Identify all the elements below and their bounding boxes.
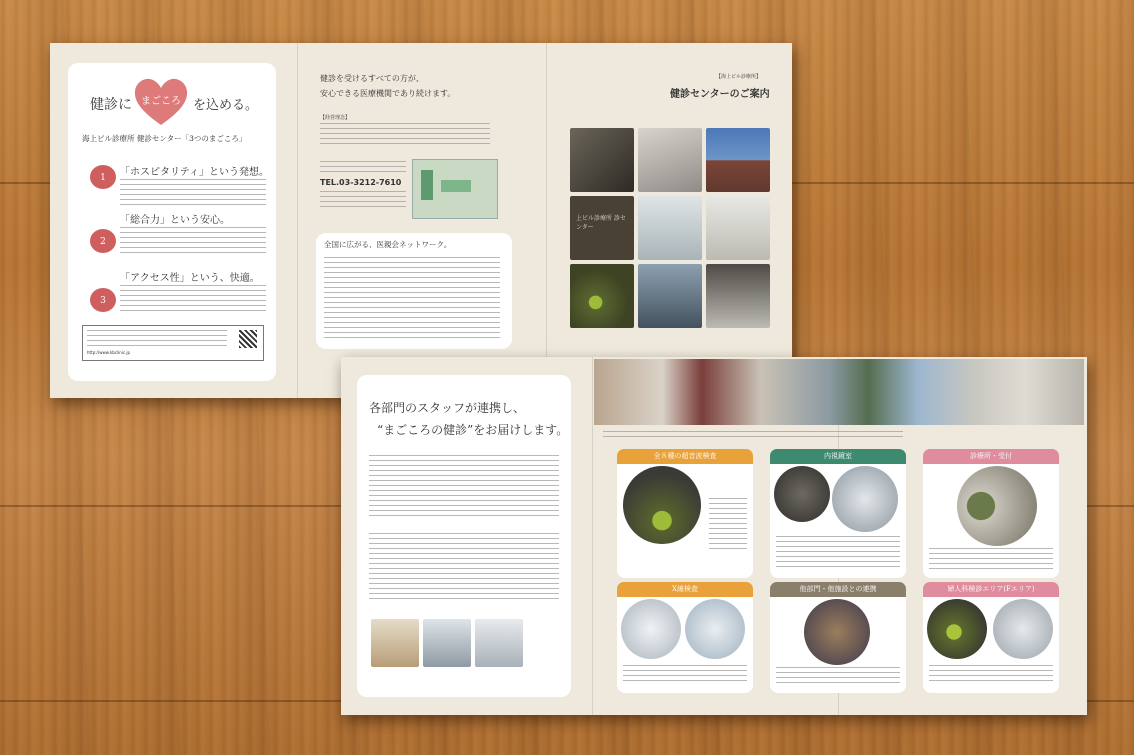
fold-line <box>297 43 298 398</box>
section-header-ultrasound: 全８種の超音波検査 <box>617 449 753 464</box>
section-card-endoscopy <box>770 464 906 578</box>
qr-code-icon <box>239 330 257 348</box>
section-header-reception: 診療所・受付 <box>923 449 1059 464</box>
brochure-top-sheet <box>50 43 792 398</box>
sign-text: 上ビル診療所 診センター <box>576 215 626 231</box>
photo-endoscope <box>570 128 634 192</box>
brochure-bottom-sheet <box>341 357 1087 715</box>
network-title: 全国に広がる、医親会ネットワーク。 <box>324 240 452 249</box>
item-1-heading: 「ホスピタリティ」という発想。 <box>120 167 269 178</box>
photo-gyn-circle-2 <box>993 599 1053 659</box>
staff-body <box>369 455 559 519</box>
section-card-ultrasound <box>617 464 753 578</box>
section-header-endoscopy: 内視鏡室 <box>770 449 906 464</box>
photo-monitor <box>638 264 702 328</box>
guide-title: 健診センターのご案内 <box>670 89 770 100</box>
panel-staff <box>357 375 571 697</box>
photo-reception <box>638 196 702 260</box>
staff-table <box>369 533 559 603</box>
fold-line <box>592 357 593 715</box>
section-body <box>776 667 900 687</box>
section-card-xray <box>617 597 753 693</box>
network-list <box>324 257 500 341</box>
photo-ultrasound <box>570 264 634 328</box>
url-text: http://www.kbclinic.jp <box>87 350 131 355</box>
badge-3: 3 <box>90 288 116 312</box>
clinic-tag: 【海上ビル診療所】 <box>716 74 762 80</box>
headline-line-2: “まごころの健診”をお届けします。 <box>377 423 569 437</box>
photo-xray-circle <box>685 599 745 659</box>
section-body <box>709 498 747 550</box>
photo-building <box>638 128 702 192</box>
photo-reception-circle <box>957 466 1037 546</box>
section-header-xray: X線検査 <box>617 582 753 597</box>
item-3-body <box>120 285 266 311</box>
lead-line-1: 健診を受けるすべての方が、 <box>320 74 424 83</box>
title-post: を込める。 <box>193 98 259 113</box>
heart-word: まごころ <box>141 96 181 107</box>
photo-sign <box>570 196 634 260</box>
philosophy-body <box>320 123 490 147</box>
contact-box <box>82 325 264 361</box>
photo-room-3 <box>475 619 523 667</box>
badge-1: 1 <box>90 165 116 189</box>
item-3-heading: 「アクセス性」という、快適。 <box>120 273 260 284</box>
subtitle: 海上ビル診療所 健診センター「3つのまごころ」 <box>82 134 247 143</box>
photo-room-1 <box>371 619 419 667</box>
photo-endoscopy-circle <box>774 466 830 522</box>
hours-lines <box>320 191 406 211</box>
photo-tower <box>706 128 770 192</box>
item-1-body <box>120 179 266 205</box>
photo-hallway <box>706 196 770 260</box>
address-lines <box>320 161 406 175</box>
phone-number: TEL.03-3212-7610 <box>320 178 402 187</box>
philosophy-label: 【経営理念】 <box>320 115 351 121</box>
intro-lines <box>603 431 903 437</box>
section-card-cooperation <box>770 597 906 693</box>
headline-line-1: 各部門のスタッフが連携し、 <box>369 401 526 415</box>
section-body <box>929 548 1053 572</box>
section-card-gynecology <box>923 597 1059 693</box>
section-card-reception <box>923 464 1059 578</box>
lead-line-2: 安心できる医療機関であり続けます。 <box>320 89 456 98</box>
section-body <box>776 536 900 570</box>
section-header-gynecology: 婦人科検診エリア(Fエリア) <box>923 582 1059 597</box>
title-pre: 健診に <box>90 97 132 113</box>
photo-lobby-circle <box>804 599 870 665</box>
item-2-body <box>120 227 266 253</box>
photo-ct-circle <box>621 599 681 659</box>
fold-line <box>546 43 547 398</box>
photo-ultrasound-circle <box>623 466 701 544</box>
photo-room-2 <box>423 619 471 667</box>
item-2-heading: 「総合力」という安心。 <box>120 215 230 226</box>
access-map <box>412 159 498 219</box>
photo-gyn-circle-1 <box>927 599 987 659</box>
photo-endoscopy-room <box>832 466 898 532</box>
panorama-photo <box>594 359 1084 425</box>
badge-2: 2 <box>90 229 116 253</box>
section-header-cooperation: 他部門・他施設との連携 <box>770 582 906 597</box>
section-body <box>929 665 1053 685</box>
section-body <box>623 665 747 685</box>
photo-console <box>706 264 770 328</box>
panel-magokoro <box>68 63 276 381</box>
network-box <box>316 233 512 349</box>
